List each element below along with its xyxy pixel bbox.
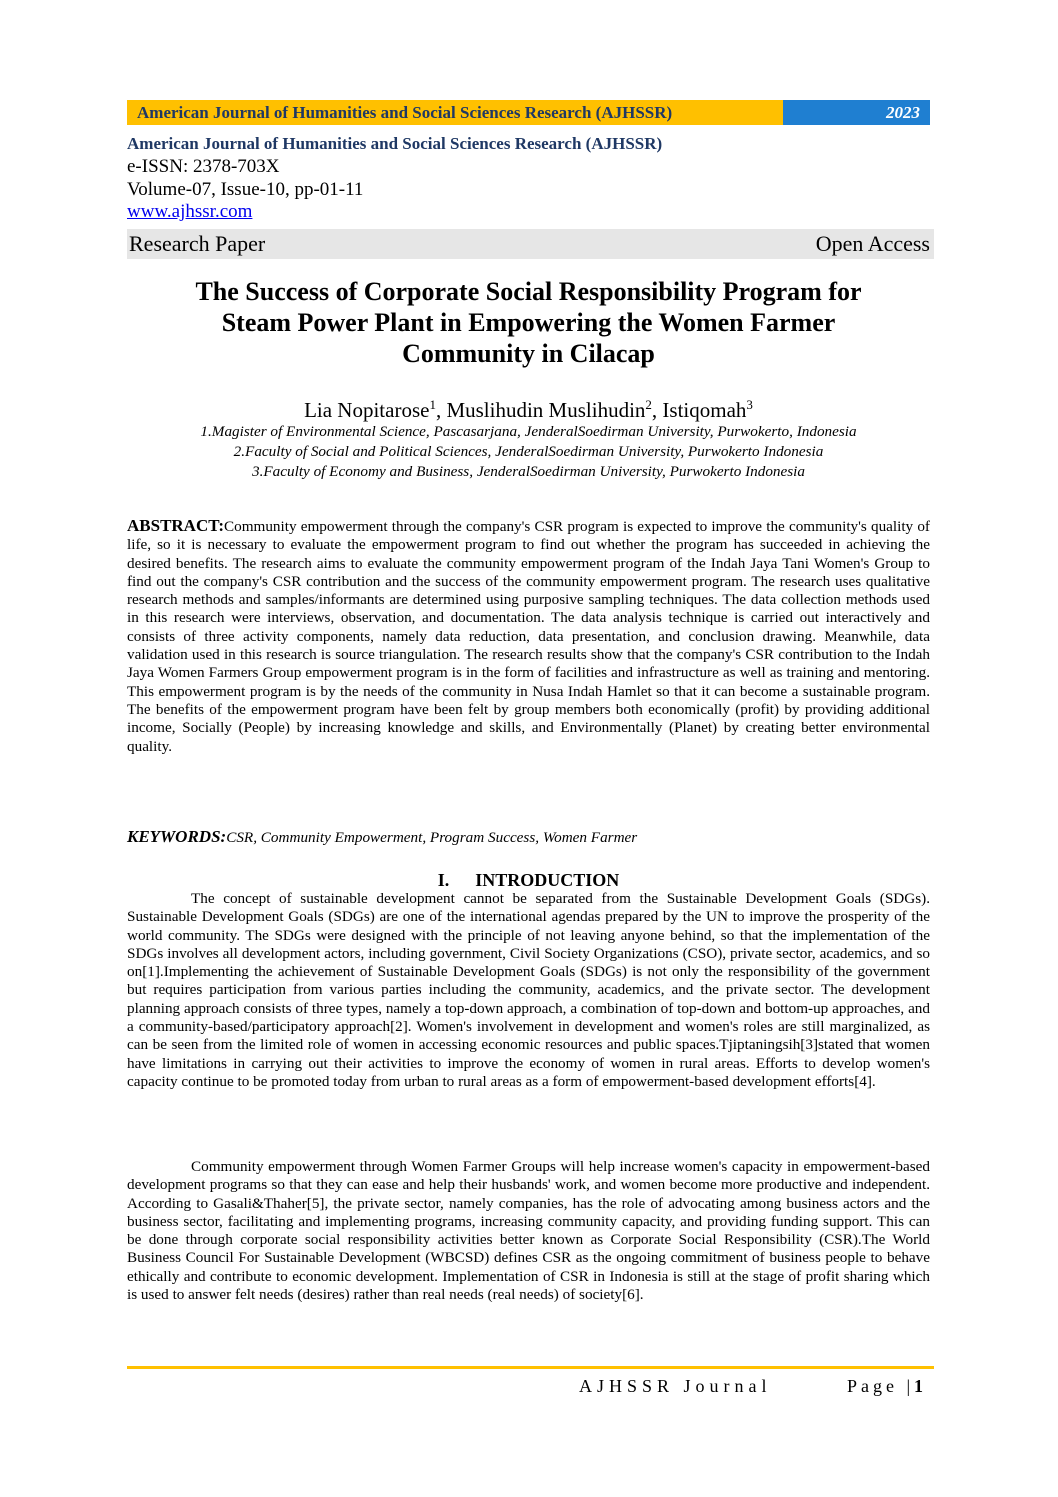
section-number: I. — [437, 870, 450, 890]
section-heading — [127, 869, 930, 891]
abstract-label: ABSTRACT: — [127, 516, 224, 535]
author-separator: , — [651, 398, 663, 422]
author-name: Muslihudin Muslihudin — [446, 398, 646, 422]
header-year: 2023 — [783, 100, 930, 125]
author-affiliation-mark: 2 — [645, 397, 652, 412]
title-line: Steam Power Plant in Empowering the Women Farmer — [221, 308, 836, 337]
author-affiliation-mark: 3 — [746, 397, 753, 412]
keywords-text: CSR, Community Empowerment, Program Success, Women Farmer — [226, 829, 638, 846]
footer-page-label: Page | — [847, 1376, 915, 1396]
keywords — [127, 827, 930, 847]
paper-title — [127, 276, 930, 369]
body-paragraph: Community empowerment through Women Farmer Groups will help increase women's capacity in empowerment-based development programs so that they can ease and help their husbands' work, and women become more productive and independent. According to Gasali&Thaher[5], the private sector, namely companies, has the role of advocating among business actors and the business sector, facilitating and implementing programs, increasing community capacity, and providing funding support. This can be done through corporate social responsibility activities better known as Corporate Social Responsibility (CSR).The World Business Council For Sustainable Development (WBCSD) defines CSR as the ongoing commitment of business people to behave ethically and contribute to economic development. Implementation of CSR in Indonesia is still at the stage of profit sharing which is used to answer felt needs (desires) rather than real needs (real needs) of society[6]. — [127, 1158, 930, 1304]
abstract-text: Community empowerment through the company's CSR program is expected to improve the community's quality of life, so it is necessary to evaluate the empowerment program to find out whether the program has succeeded in achieving the desired benefits. The research aims to evaluate the community empowerment program of the Indah Jaya Tani Women's Group to find out the company's CSR contribution and the success of the community empowerment program. The research uses qualitative research methods and samples/informants are determined using purposive sampling techniques. The data collection methods used in this research were interviews, observation, and documentation. The data analysis technique is carried out interactively and consists of three activity components, namely data reduction, data presentation, and conclusion drawing. Meanwhile, data validation used in this research is source triangulation. The research results show that the company's CSR contribution to the Indah Jaya Women Farmers Group empowerment program is in the form of facilities and infrastructure as well as training and mentoring. This empowerment program is by the needs of the community in Nusa Indah Hamlet so that it can become a sustainable program. The benefits of the empowerment program have been felt by group members both economically (profit) by providing additional income, Socially (People) by increasing knowledge and skills, and Environmentally (Planet) by creating better environmental quality. — [127, 518, 930, 755]
affiliations — [127, 422, 930, 482]
header-journal-name: American Journal of Humanities and Social Sciences Research (AJHSSR) — [127, 100, 783, 125]
header-band — [127, 100, 930, 125]
footer-journal: AJHSSR Journal — [579, 1376, 772, 1396]
paper-type-bar — [127, 229, 934, 259]
title-line: The Success of Corporate Social Responsibility Program for — [195, 277, 862, 306]
author-name: Lia Nopitarose — [304, 398, 430, 422]
access-type-label: Open Access — [815, 231, 930, 256]
section-title: INTRODUCTION — [475, 870, 620, 890]
issn: e-ISSN: 2378-703X — [127, 156, 280, 177]
volume-issue: Volume-07, Issue-10, pp-01-11 — [127, 179, 364, 200]
abstract — [127, 517, 930, 756]
author-name: Istiqomah — [662, 398, 747, 422]
author-separator: , — [435, 398, 447, 422]
keywords-label: KEYWORDS: — [127, 827, 227, 846]
author-list — [127, 392, 930, 423]
author-affiliation-mark: 1 — [429, 397, 436, 412]
body-paragraph: The concept of sustainable development cannot be separated from the Sustainable Development Goals (SDGs). Sustainable Development Goals (SDGs) are one of the international agendas prepared by the UN to improve the prosperity of the world community. The SDGs were designed with the principle of not leaving anyone behind, so that the implementation of the SDGs involves all development actors, including government, Civil Society Organizations (CSO), private sector, academics, and so on[1].Implementing the achievement of Sustainable Development Goals (SDGs) is not only the responsibility of the government but requires participation from various parties including the community, academics, and the private sector. The development planning approach consists of three types, namely a top-down approach, a combination of top-down and bottom-up approaches, and a community-based/participatory approach[2]. Women's involvement in development and women's roles are still marginalized, as can be seen from the limited role of women in accessing economic resources and public spaces.Tjiptaningsih[3]stated that women have limitations in carrying out their activities to improve the economy of women in rural areas. Efforts to develop women's capacity continue to be promoted today from urban to rural areas as a form of empowerment-based development efforts[4]. — [127, 890, 930, 1090]
journal-info — [127, 133, 930, 223]
affiliation: 3.Faculty of Economy and Business, JenderalSoedirman University, Purwokerto Indonesia — [252, 463, 805, 480]
affiliation: 2.Faculty of Social and Political Sciences, JenderalSoedirman University, Purwokerto Indonesia — [233, 443, 824, 460]
footer-rule — [127, 1366, 934, 1369]
affiliation: 1.Magister of Environmental Science, Pascasarjana, JenderalSoedirman University, Purwokerto, Indonesia — [200, 423, 857, 440]
footer-page-number: 1 — [914, 1376, 923, 1396]
journal-website-link[interactable]: www.ajhssr.com — [127, 201, 253, 222]
title-line: Community in Cilacap — [402, 339, 655, 368]
page-footer — [127, 1374, 934, 1398]
paper-type-label: Research Paper — [129, 231, 266, 256]
journal-name: American Journal of Humanities and Social Sciences Research (AJHSSR) — [127, 134, 663, 153]
